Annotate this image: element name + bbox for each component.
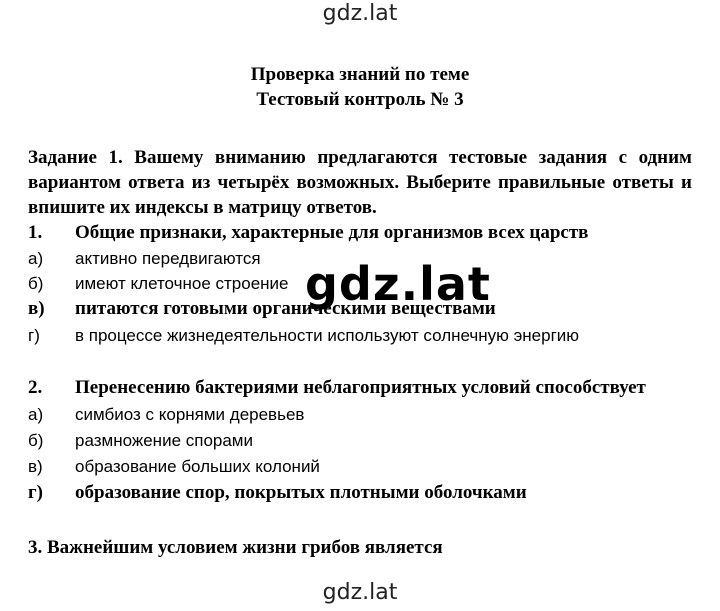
option-mark: а) (28, 405, 44, 424)
page-title: Проверка знаний по теме (250, 64, 470, 85)
option-mark: г) (28, 326, 40, 345)
option-text: имеют клеточное строение (75, 274, 289, 293)
page-subtitle: Тестовый контроль № 3 (256, 89, 464, 110)
question-text: Общие признаки, характерные для организмов всех царств (75, 222, 589, 243)
option-text: образование больших колоний (75, 457, 320, 476)
option-text: активно передвигаются (75, 249, 261, 268)
watermark-bottom: gdz.lat (322, 580, 398, 605)
option-mark: г) (28, 482, 43, 503)
option-mark: в) (28, 457, 43, 476)
question-number: 1. (28, 222, 43, 243)
option-mark: б) (28, 274, 44, 293)
option-mark: б) (28, 431, 44, 450)
question-text: Перенесению бактериями неблагоприятных условий способствует (75, 377, 646, 398)
option-text: питаются готовыми органическими веществами (75, 298, 496, 319)
question-number: 2. (28, 377, 43, 398)
option-mark: а) (28, 249, 44, 268)
watermark-top: gdz.lat (322, 1, 398, 26)
option-text: размножение спорами (75, 431, 253, 450)
question-3: 3. Важнейшим условием жизни грибов является (28, 537, 443, 558)
watermark-center: gdz.lat (305, 257, 491, 311)
option-mark: в) (28, 298, 45, 319)
option-text: в процессе жизнедеятельности используют солнечную энергию (75, 326, 580, 345)
option-text: образование спор, покрытых плотными оболочками (75, 482, 527, 503)
option-text: симбиоз с корнями деревьев (75, 405, 305, 424)
task-instruction: Задание 1. Вашему вниманию предлагаются тестовые задания с одним вариантом ответа из четырёх возможных. Выберите правильные ответы и впишите их индексы в матрицу ответов. (28, 147, 692, 218)
